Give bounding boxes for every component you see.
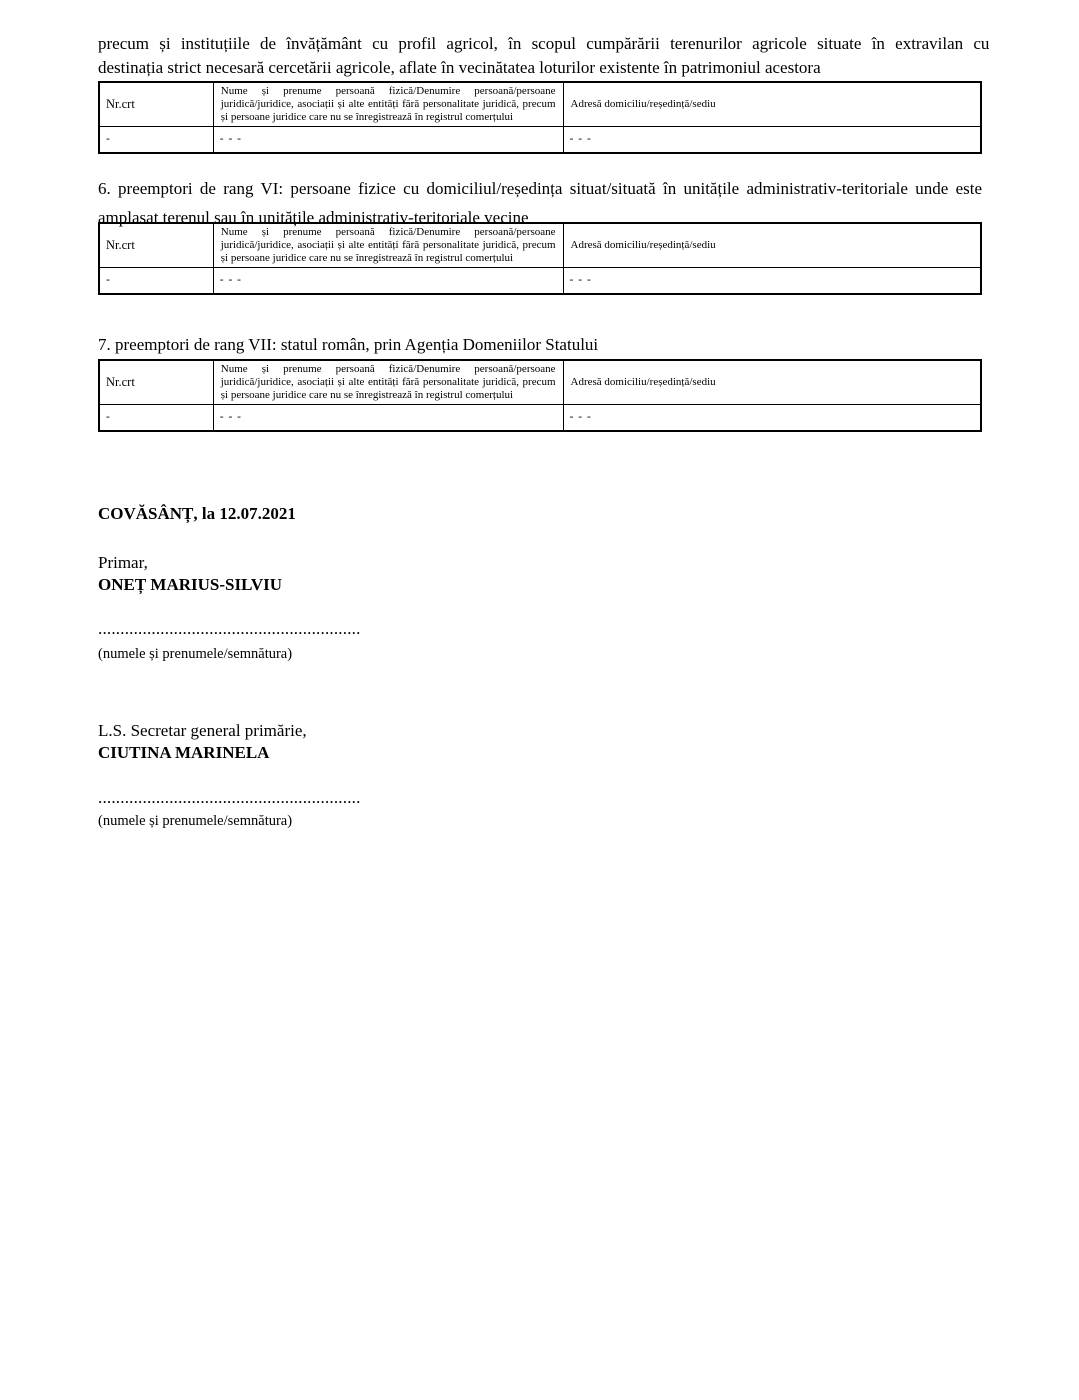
header-cell-name: Nume și prenume persoană fizică/Denumire persoană/persoane juridică/juridice, asociații și alte entități fără personalitate juridică, precum și persoane juridice care nu se înregistrează în registrul comerțului [213, 223, 563, 267]
primar-label: Primar, [98, 553, 148, 572]
table-row [99, 404, 981, 431]
cell-address: - - - [563, 404, 981, 431]
preemptor-table-rang-6 [98, 222, 982, 295]
cell-nrcrt: - [99, 267, 213, 294]
preemptor-table-rang-5 [98, 81, 982, 154]
signature-dotted-line: ........................................................... [98, 788, 361, 807]
header-cell-name: Nume și prenume persoană fizică/Denumire persoană/persoane juridică/juridice, asociații și alte entități fără personalitate juridică, precum și persoane juridice care nu se înregistrează în registrul comerțului [213, 360, 563, 404]
header-cell-nrcrt: Nr.crt [99, 223, 213, 267]
preemptor-table-rang-7 [98, 359, 982, 432]
table-row [99, 267, 981, 294]
paragraph-line: destinația strict necesară cercetării agricole, aflate în vecinătatea loturilor existente în patrimoniul acestora [98, 58, 821, 77]
header-cell-address: Adresă domiciliu/reședință/sediu [563, 360, 981, 404]
section-heading-rang-6: 6. preemptori de rang VI: persoane fizice cu domiciliul/reședința situat/situată în unitățile administrativ-teritoriale unde este amplasat terenul sau în unitățile administrativ-teritoriale vecine [98, 179, 982, 227]
header-cell-nrcrt: Nr.crt [99, 360, 213, 404]
cell-address: - - - [563, 267, 981, 294]
section-heading-rang-7: 7. preemptori de rang VII: statul român, prin Agenția Domeniilor Statului [98, 335, 599, 354]
secretar-name: CIUTINA MARINELA [98, 743, 270, 762]
place-and-date: COVĂSÂNȚ, la 12.07.2021 [98, 504, 296, 523]
header-cell-name: Nume și prenume persoană fizică/Denumire persoană/persoane juridică/juridice, asociații și alte entități fără personalitate juridică, precum și persoane juridice care nu se înregistrează în registrul comerțului [213, 82, 563, 126]
cell-name: - - - [213, 267, 563, 294]
cell-nrcrt: - [99, 126, 213, 153]
clipped-paragraph-text: precum și instituțiile de învățământ cu profil agricol, în scopul cumpărării terenurilor agricole situate în extravilan cu [98, 34, 990, 53]
table-header-row [99, 82, 981, 126]
table-header-row [99, 223, 981, 267]
header-cell-nrcrt: Nr.crt [99, 82, 213, 126]
signature-hint: (numele și prenumele/semnătura) [98, 813, 293, 829]
primar-name: ONEȚ MARIUS-SILVIU [98, 575, 283, 594]
cell-name: - - - [213, 404, 563, 431]
table-header-row [99, 360, 981, 404]
signature-hint: (numele și prenumele/semnătura) [98, 646, 293, 662]
clipped-paragraph-line [98, 34, 990, 55]
secretar-label: L.S. Secretar general primărie, [98, 721, 307, 740]
header-cell-address: Adresă domiciliu/reședință/sediu [563, 223, 981, 267]
signature-dotted-line: ........................................................... [98, 619, 361, 638]
cell-name: - - - [213, 126, 563, 153]
cell-nrcrt: - [99, 404, 213, 431]
table-row [99, 126, 981, 153]
cell-address: - - - [563, 126, 981, 153]
header-cell-address: Adresă domiciliu/reședință/sediu [563, 82, 981, 126]
